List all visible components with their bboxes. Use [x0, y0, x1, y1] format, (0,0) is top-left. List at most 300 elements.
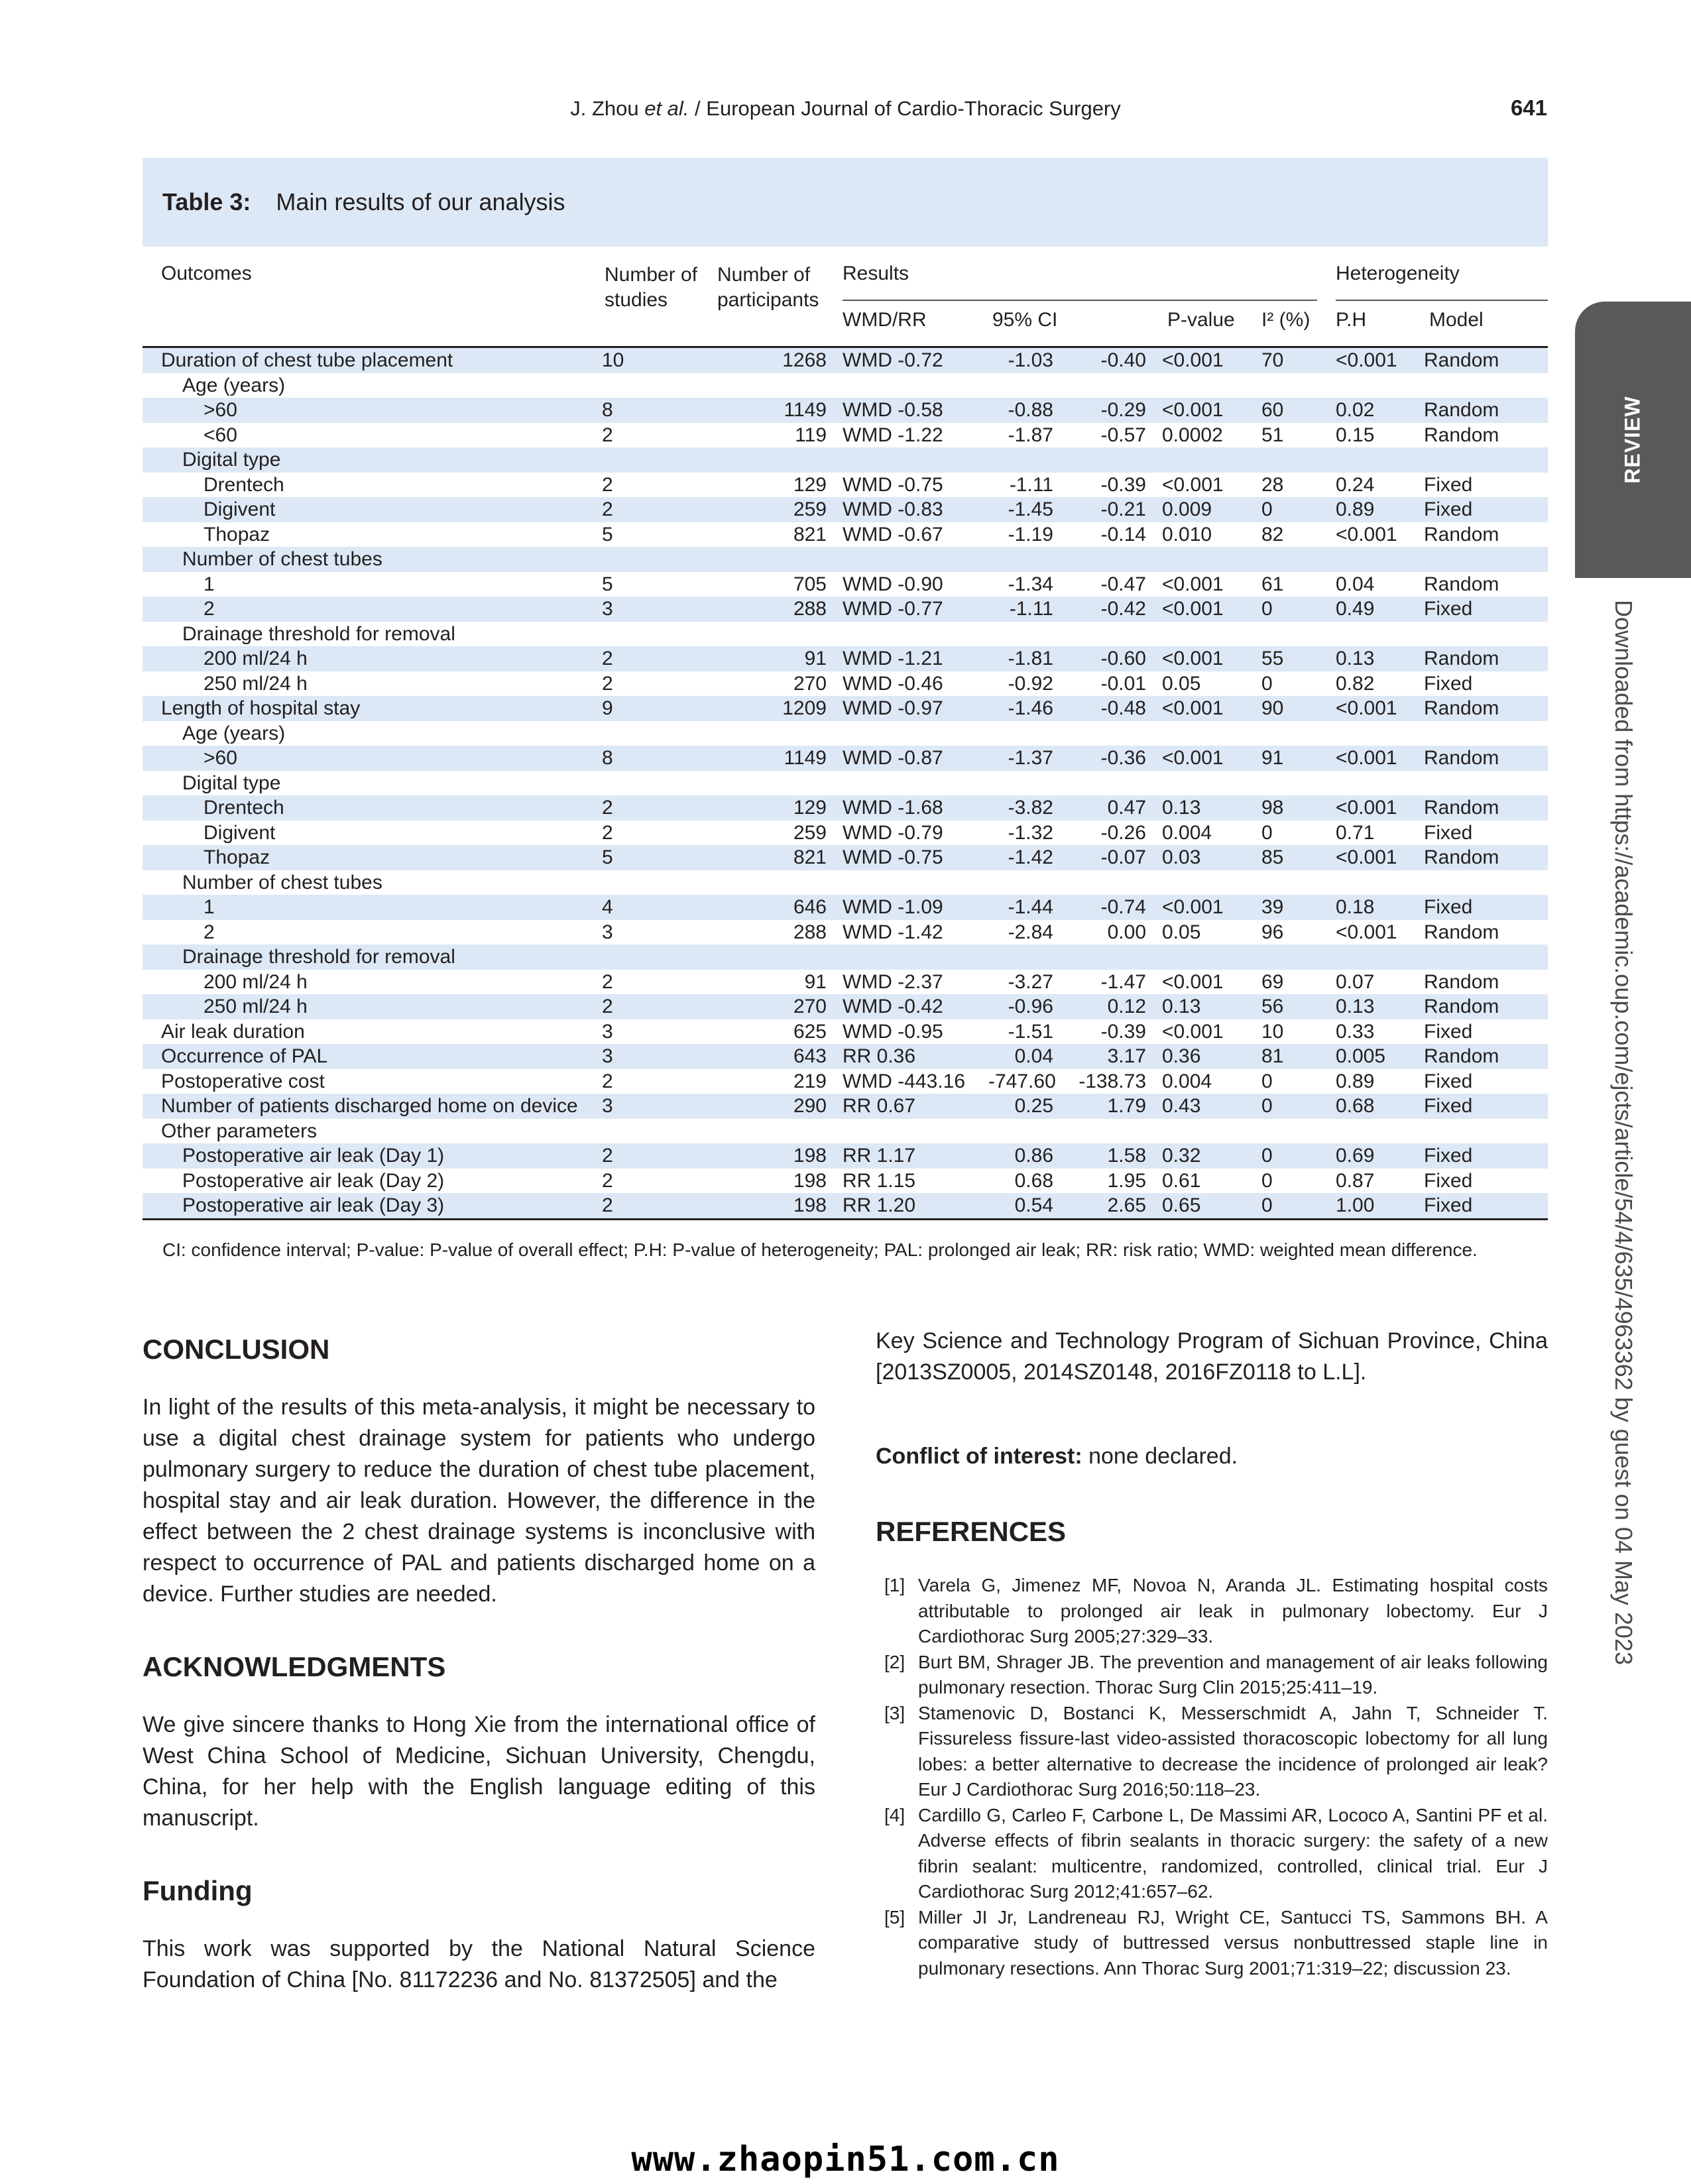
cell-ph [1329, 622, 1417, 647]
cell-p-value: <0.001 [1162, 473, 1224, 496]
cell-effect: WMD -1.68 [836, 795, 988, 821]
cell-ph: 0.89 [1329, 497, 1417, 522]
cell-i2: 0 [1261, 1169, 1273, 1192]
cell-i2: 39 [1255, 895, 1329, 920]
cell-outcome: >60 [143, 746, 595, 771]
cell-ci-upper: -0.07 [1063, 845, 1155, 870]
cell-effect [836, 721, 988, 746]
cell-outcome: Digivent [204, 821, 276, 844]
running-head [0, 97, 1691, 121]
cell-participants: 290 [707, 1094, 836, 1119]
cell-participants: 129 [793, 473, 827, 496]
cell-studies: 2 [595, 646, 707, 671]
cell-effect: WMD -0.67 [843, 523, 943, 546]
cell-studies: 3 [602, 1020, 613, 1043]
cell-participants: 259 [793, 821, 827, 844]
table-row [143, 945, 1548, 970]
cell-ci-lower: -1.81 [988, 646, 1063, 671]
cell-ci-lower: -1.11 [1009, 473, 1053, 496]
cell-ph: 0.71 [1336, 821, 1375, 844]
cell-effect: WMD -0.95 [843, 1020, 943, 1043]
cell-outcome: Length of hospital stay [143, 696, 595, 721]
cell-i2: 61 [1261, 573, 1284, 595]
cell-ci-upper: -0.40 [1063, 347, 1155, 373]
left-column [143, 1326, 815, 1996]
cell-ph: <0.001 [1329, 696, 1417, 721]
cell-outcome: Number of patients discharged home on device [143, 1094, 595, 1119]
cell-outcome: Digital type [143, 447, 595, 473]
cell-ci-lower: -1.37 [988, 746, 1063, 771]
table-row [143, 895, 1548, 920]
table-row [143, 771, 1548, 796]
conflict-label: Conflict of interest: [876, 1444, 1082, 1469]
cell-effect: WMD -0.87 [836, 746, 988, 771]
cell-model: Fixed [1417, 1094, 1548, 1119]
cell-model: Random [1417, 646, 1548, 671]
cell-studies: 2 [602, 1169, 613, 1192]
cell-i2: 85 [1255, 845, 1329, 870]
cell-outcome: 2 [204, 921, 215, 943]
table-row [143, 994, 1548, 1019]
table-footnote: CI: confidence interval; P-value: P-value of overall effect; P.H: P-value of heterogeneity; PAL: prolonged air leak; RR: risk ratio; WMD: weighted mean difference. [162, 1239, 1478, 1260]
results-table [143, 247, 1548, 1220]
cell-studies: 5 [602, 573, 613, 595]
cell-outcome: Postoperative air leak (Day 2) [182, 1169, 445, 1192]
cell-ph: <0.001 [1336, 523, 1397, 546]
cell-p-value: <0.001 [1155, 398, 1255, 423]
cell-p-value: <0.001 [1155, 696, 1255, 721]
cell-ci-lower: -3.27 [1008, 970, 1053, 993]
cell-i2: 51 [1261, 424, 1284, 446]
header-p-value: P-value [1155, 301, 1255, 347]
cell-ph: 0.15 [1336, 424, 1375, 446]
cell-participants: 198 [707, 1193, 836, 1219]
cell-outcome: Thopaz [143, 845, 595, 870]
review-tab-label [1575, 302, 1691, 578]
cell-participants: 625 [793, 1020, 827, 1043]
cell-i2: 0 [1255, 1094, 1329, 1119]
cell-model: Random [1417, 347, 1548, 373]
cell-studies [595, 1119, 707, 1144]
cell-i2: 0 [1255, 597, 1329, 622]
cell-ph: 0.68 [1329, 1094, 1417, 1119]
reference-item [876, 1650, 1548, 1701]
cell-studies: 2 [602, 424, 613, 446]
cell-participants: 129 [707, 795, 836, 821]
cell-ci-lower: -1.44 [988, 895, 1063, 920]
cell-model [1417, 870, 1548, 895]
cell-effect [836, 945, 988, 970]
cell-ci-lower: 0.54 [988, 1193, 1063, 1219]
cell-effect: WMD -2.37 [843, 970, 943, 993]
cell-p-value: <0.001 [1155, 746, 1255, 771]
cell-model [1417, 771, 1548, 796]
cell-outcome: Duration of chest tube placement [143, 347, 595, 373]
cell-outcome: Age (years) [182, 374, 286, 396]
table-row [143, 473, 1548, 498]
cell-outcome: 1 [204, 573, 215, 595]
cell-studies: 8 [595, 398, 707, 423]
cell-ph: 0.04 [1336, 573, 1375, 595]
cell-outcome: Other parameters [161, 1120, 318, 1142]
cell-model: Random [1417, 1044, 1548, 1069]
funding-text-continued: Key Science and Technology Program of Sichuan Province, China [2013SZ0005, 2014SZ0148, 2016FZ0118 to L.L]. [876, 1328, 1548, 1385]
cell-outcome: Postoperative air leak (Day 3) [143, 1193, 595, 1219]
cell-p-value: 0.61 [1162, 1169, 1201, 1192]
cell-p-value: <0.001 [1162, 970, 1224, 993]
cell-studies: 2 [602, 473, 613, 496]
cell-studies: 2 [595, 994, 707, 1019]
cell-participants: 821 [793, 523, 827, 546]
conflict-of-interest [876, 1441, 1548, 1472]
cell-p-value [1155, 1119, 1255, 1144]
cell-participants [707, 771, 836, 796]
cell-ci-lower: -0.96 [988, 994, 1063, 1019]
cell-effect: WMD -0.75 [843, 473, 943, 496]
cell-ph: 0.13 [1329, 994, 1417, 1019]
cell-model: Fixed [1424, 1169, 1473, 1192]
cell-participants [707, 721, 836, 746]
cell-model: Fixed [1417, 597, 1548, 622]
header-ph: P.H [1329, 301, 1417, 347]
cell-effect: WMD -0.77 [836, 597, 988, 622]
cell-i2 [1255, 870, 1329, 895]
cell-model: Fixed [1424, 821, 1473, 844]
cell-participants [707, 547, 836, 572]
cell-participants [707, 373, 836, 398]
reference-list [876, 1573, 1548, 1981]
cell-studies [595, 721, 707, 746]
cell-effect [836, 373, 988, 398]
cell-model: Random [1417, 795, 1548, 821]
cell-model: Fixed [1424, 1020, 1473, 1043]
cell-ph: 0.33 [1336, 1020, 1375, 1043]
cell-effect [836, 447, 988, 473]
cell-effect [836, 771, 988, 796]
cell-ci-upper [1063, 447, 1155, 473]
cell-ci-lower: -1.46 [988, 696, 1063, 721]
cell-i2: 0 [1261, 672, 1273, 695]
reference-item [876, 1803, 1548, 1905]
table-caption [143, 158, 1548, 247]
cell-p-value: 0.32 [1155, 1143, 1255, 1169]
table-row [143, 646, 1548, 671]
cell-ci-lower: -1.11 [988, 597, 1063, 622]
cell-studies: 2 [595, 497, 707, 522]
cell-participants [707, 945, 836, 970]
conclusion-text: In light of the results of this meta-analysis, it might be necessary to use a digital chest drainage system for patients who undergo pulmonary surgery to reduce the duration of chest tube placement, hospital stay and air leak duration. However, the difference in the effect between the 2 chest drainage systems is inconclusive with respect to occurrence of PAL and patients discharged home on a device. Further studies are needed. [143, 1395, 815, 1607]
cell-outcome: Postoperative air leak (Day 1) [143, 1143, 595, 1169]
cell-studies [595, 870, 707, 895]
cell-ci-lower: 0.04 [988, 1044, 1063, 1069]
cell-participants: 270 [793, 672, 827, 695]
cell-effect: RR 0.36 [836, 1044, 988, 1069]
cell-ci-lower [988, 1119, 1063, 1144]
cell-p-value: 0.009 [1155, 497, 1255, 522]
header-heterogeneity [1329, 247, 1548, 301]
cell-studies: 10 [595, 347, 707, 373]
cell-ci-upper: 1.79 [1063, 1094, 1155, 1119]
cell-ci-upper: -0.01 [1100, 672, 1146, 695]
cell-i2: 60 [1255, 398, 1329, 423]
cell-i2: 0 [1255, 1193, 1329, 1219]
cell-outcome: Number of chest tubes [182, 871, 382, 893]
table-row [143, 1169, 1548, 1194]
cell-outcome: 250 ml/24 h [143, 994, 595, 1019]
table-row [143, 746, 1548, 771]
cell-p-value: <0.001 [1162, 573, 1224, 595]
cell-ci-lower [988, 447, 1063, 473]
cell-ph: <0.001 [1329, 845, 1417, 870]
cell-ci-lower: -1.34 [1008, 573, 1053, 595]
table-row [143, 373, 1548, 398]
cell-studies [595, 945, 707, 970]
cell-ci-upper: 0.00 [1107, 921, 1146, 943]
cell-ci-lower: 0.86 [988, 1143, 1063, 1169]
table-row [143, 696, 1548, 721]
cell-studies: 2 [595, 795, 707, 821]
reference-number: [2] [884, 1651, 905, 1672]
header-outcomes: Outcomes [143, 247, 595, 347]
cell-studies: 2 [602, 672, 613, 695]
cell-outcome: Number of chest tubes [143, 547, 595, 572]
cell-ph: 0.49 [1329, 597, 1417, 622]
cell-ph: 0.02 [1329, 398, 1417, 423]
cell-studies: 2 [602, 821, 613, 844]
cell-i2: 0 [1255, 497, 1329, 522]
cell-ci-lower: -1.42 [988, 845, 1063, 870]
cell-ci-lower: -1.32 [1008, 821, 1053, 844]
cell-p-value: 0.36 [1155, 1044, 1255, 1069]
cell-effect: WMD -0.46 [843, 672, 943, 695]
cell-effect: WMD -0.83 [836, 497, 988, 522]
cell-ci-upper: -0.14 [1100, 523, 1146, 546]
cell-participants: 646 [707, 895, 836, 920]
cell-ci-upper: -1.47 [1100, 970, 1146, 993]
cell-ci-upper [1063, 771, 1155, 796]
cell-ph: 0.13 [1329, 646, 1417, 671]
table-row [143, 845, 1548, 870]
cell-p-value: <0.001 [1155, 597, 1255, 622]
cell-effect: WMD -1.21 [836, 646, 988, 671]
table-row [143, 497, 1548, 522]
reference-text: Burt BM, Shrager JB. The prevention and management of air leaks following pulmonary resection. Thorac Surg Clin 2015;25:411–19. [918, 1651, 1548, 1697]
cell-participants: 288 [793, 921, 827, 943]
cell-model: Fixed [1417, 1143, 1548, 1169]
cell-studies: 2 [602, 1070, 613, 1092]
cell-p-value [1155, 721, 1255, 746]
cell-i2 [1255, 771, 1329, 796]
cell-i2 [1255, 945, 1329, 970]
cell-outcome: Digivent [143, 497, 595, 522]
table-row [143, 870, 1548, 895]
cell-participants: 821 [707, 845, 836, 870]
cell-p-value [1155, 622, 1255, 647]
cell-ci-upper [1063, 945, 1155, 970]
cell-ci-upper: -0.21 [1063, 497, 1155, 522]
download-note [1559, 600, 1639, 1665]
cell-ph [1329, 373, 1417, 398]
table-row [143, 423, 1548, 448]
cell-outcome: Postoperative cost [161, 1070, 325, 1092]
table-title: Main results of our analysis [276, 188, 565, 215]
cell-ci-upper: 2.65 [1063, 1193, 1155, 1219]
table-row [143, 522, 1548, 547]
cell-ci-lower: -1.51 [1008, 1020, 1053, 1043]
cell-ci-upper: -0.48 [1063, 696, 1155, 721]
cell-i2: 56 [1255, 994, 1329, 1019]
table-row [143, 398, 1548, 423]
cell-studies: 4 [595, 895, 707, 920]
cell-ci-lower: -1.19 [1008, 523, 1053, 546]
cell-ci-upper: -0.57 [1100, 424, 1146, 446]
cell-p-value [1155, 373, 1255, 398]
cell-effect: RR 1.15 [843, 1169, 916, 1192]
cell-model [1417, 622, 1548, 647]
cell-ph: 0.24 [1336, 473, 1375, 496]
cell-ci-upper: 1.95 [1107, 1169, 1146, 1192]
cell-model: Random [1424, 921, 1499, 943]
cell-i2: 0 [1255, 1143, 1329, 1169]
cell-p-value: 0.0002 [1162, 424, 1223, 446]
table-label: Table 3: [162, 188, 251, 215]
table-row [143, 821, 1548, 846]
acknowledgments-text: We give sincere thanks to Hong Xie from the international office of West China School of Medicine, Sichuan University, Chengdu, China, for her help with the English language editing of this manuscript. [143, 1712, 815, 1831]
cell-outcome: 1 [143, 895, 595, 920]
cell-participants: 705 [793, 573, 827, 595]
header-results-label: Results [843, 262, 1317, 301]
cell-model: Random [1417, 845, 1548, 870]
cell-p-value: <0.001 [1155, 347, 1255, 373]
cell-studies: 9 [595, 696, 707, 721]
cell-outcome: 250 ml/24 h [204, 672, 308, 695]
cell-effect: WMD -0.97 [836, 696, 988, 721]
cell-participants: 259 [707, 497, 836, 522]
cell-ci-lower: -1.03 [988, 347, 1063, 373]
cell-effect [836, 1119, 988, 1144]
cell-ci-lower [988, 547, 1063, 572]
cell-participants: 1268 [707, 347, 836, 373]
cell-p-value: 0.05 [1162, 921, 1201, 943]
cell-outcome: Thopaz [204, 523, 270, 546]
running-head-author: J. Zhou [570, 97, 645, 120]
cell-p-value [1155, 945, 1255, 970]
cell-ph [1329, 1119, 1417, 1144]
reference-text: Cardillo G, Carleo F, Carbone L, De Massimi AR, Lococo A, Santini PF et al. Adverse effects of fibrin sealants in thoracic surgery: the safety of a new fibrin sealant: multicentre, randomized, controlled, clinical trial. Eur J Cardiothorac Surg 2012;41:657–62. [918, 1804, 1548, 1902]
page-number: 641 [1510, 95, 1547, 120]
cell-p-value: 0.004 [1162, 1070, 1212, 1092]
cell-ci-lower: -0.88 [988, 398, 1063, 423]
cell-i2: 0 [1261, 821, 1273, 844]
cell-studies: 8 [595, 746, 707, 771]
reference-item [876, 1573, 1548, 1650]
cell-studies: 3 [595, 1044, 707, 1069]
cell-model [1417, 721, 1548, 746]
cell-ci-lower: -3.82 [988, 795, 1063, 821]
cell-participants: 1209 [707, 696, 836, 721]
cell-ci-upper: -138.73 [1079, 1070, 1146, 1092]
cell-participants: 119 [795, 424, 827, 446]
table-row [143, 671, 1548, 697]
cell-outcome: Drainage threshold for removal [143, 945, 595, 970]
cell-effect [836, 622, 988, 647]
cell-participants: 288 [707, 597, 836, 622]
cell-ph: 0.07 [1336, 970, 1375, 993]
cell-p-value: <0.001 [1155, 646, 1255, 671]
cell-p-value: 0.004 [1162, 821, 1212, 844]
cell-participants: 270 [707, 994, 836, 1019]
cell-studies: 5 [595, 845, 707, 870]
cell-studies [595, 771, 707, 796]
table-row [143, 1193, 1548, 1219]
cell-model: Fixed [1417, 497, 1548, 522]
cell-effect: RR 1.17 [836, 1143, 988, 1169]
cell-ph: 0.82 [1336, 672, 1375, 695]
cell-model: Fixed [1424, 473, 1473, 496]
cell-outcome: Drentech [204, 473, 284, 496]
reference-text: Miller JI Jr, Landreneau RJ, Wright CE, Santucci TS, Sammons BH. A comparative study of buttressed versus nonbuttressed staple line in pulmonary resections. Ann Thorac Surg 2001;71:319–22; discussion 23. [918, 1906, 1548, 1979]
table-row [143, 1119, 1548, 1144]
cell-ci-lower [988, 721, 1063, 746]
cell-effect: WMD -0.72 [836, 347, 988, 373]
cell-effect: WMD -0.79 [843, 821, 943, 844]
reference-text: Stamenovic D, Bostanci K, Messerschmidt A, Jahn T, Schneider T. Fissureless fissure-last video-assisted thoracoscopic lobectomy for all lung lobes: a better alternative to decrease the incidence of prolonged air leak? Eur J Cardiothorac Surg 2016;50:118–23. [918, 1702, 1548, 1800]
header-results [836, 247, 1329, 301]
table-row [143, 597, 1548, 622]
cell-outcome: Age (years) [182, 722, 286, 744]
cell-outcome: Drainage threshold for removal [182, 622, 455, 645]
cell-effect [836, 547, 988, 572]
cell-model: Random [1424, 424, 1499, 446]
cell-i2: 69 [1261, 970, 1284, 993]
funding-heading: Funding [143, 1875, 253, 1906]
cell-effect: WMD -0.75 [836, 845, 988, 870]
conflict-text: none declared. [1082, 1444, 1238, 1469]
table-row [143, 795, 1548, 821]
cell-outcome: Occurrence of PAL [143, 1044, 595, 1069]
cell-p-value: 0.65 [1155, 1193, 1255, 1219]
cell-studies: 5 [602, 523, 613, 546]
cell-model [1417, 373, 1548, 398]
cell-model: Random [1417, 746, 1548, 771]
cell-ci-upper: -0.39 [1100, 473, 1146, 496]
cell-ph [1329, 447, 1417, 473]
running-head-etal: et al. [644, 97, 689, 120]
cell-effect: WMD -1.42 [843, 921, 943, 943]
right-column [876, 1326, 1548, 1981]
cell-p-value [1155, 870, 1255, 895]
cell-model: Random [1417, 994, 1548, 1019]
cell-p-value: <0.001 [1162, 1020, 1224, 1043]
cell-ci-lower [988, 870, 1063, 895]
cell-ph: <0.001 [1329, 347, 1417, 373]
funding-text: This work was supported by the National Natural Science Foundation of China [No. 81172236 and No. 81372505] and the [143, 1936, 815, 1992]
cell-model: Random [1417, 696, 1548, 721]
conclusion-heading: CONCLUSION [143, 1334, 330, 1365]
cell-p-value: 0.03 [1155, 845, 1255, 870]
cell-i2: 70 [1255, 347, 1329, 373]
cell-p-value: 0.43 [1155, 1094, 1255, 1119]
table-row [143, 547, 1548, 572]
cell-p-value [1155, 447, 1255, 473]
reference-number: [4] [884, 1804, 905, 1825]
cell-participants [707, 622, 836, 647]
table-body [143, 347, 1548, 1220]
cell-ci-lower [988, 771, 1063, 796]
cell-participants: 1149 [707, 398, 836, 423]
table-row [143, 970, 1548, 995]
cell-ci-upper: -0.60 [1063, 646, 1155, 671]
